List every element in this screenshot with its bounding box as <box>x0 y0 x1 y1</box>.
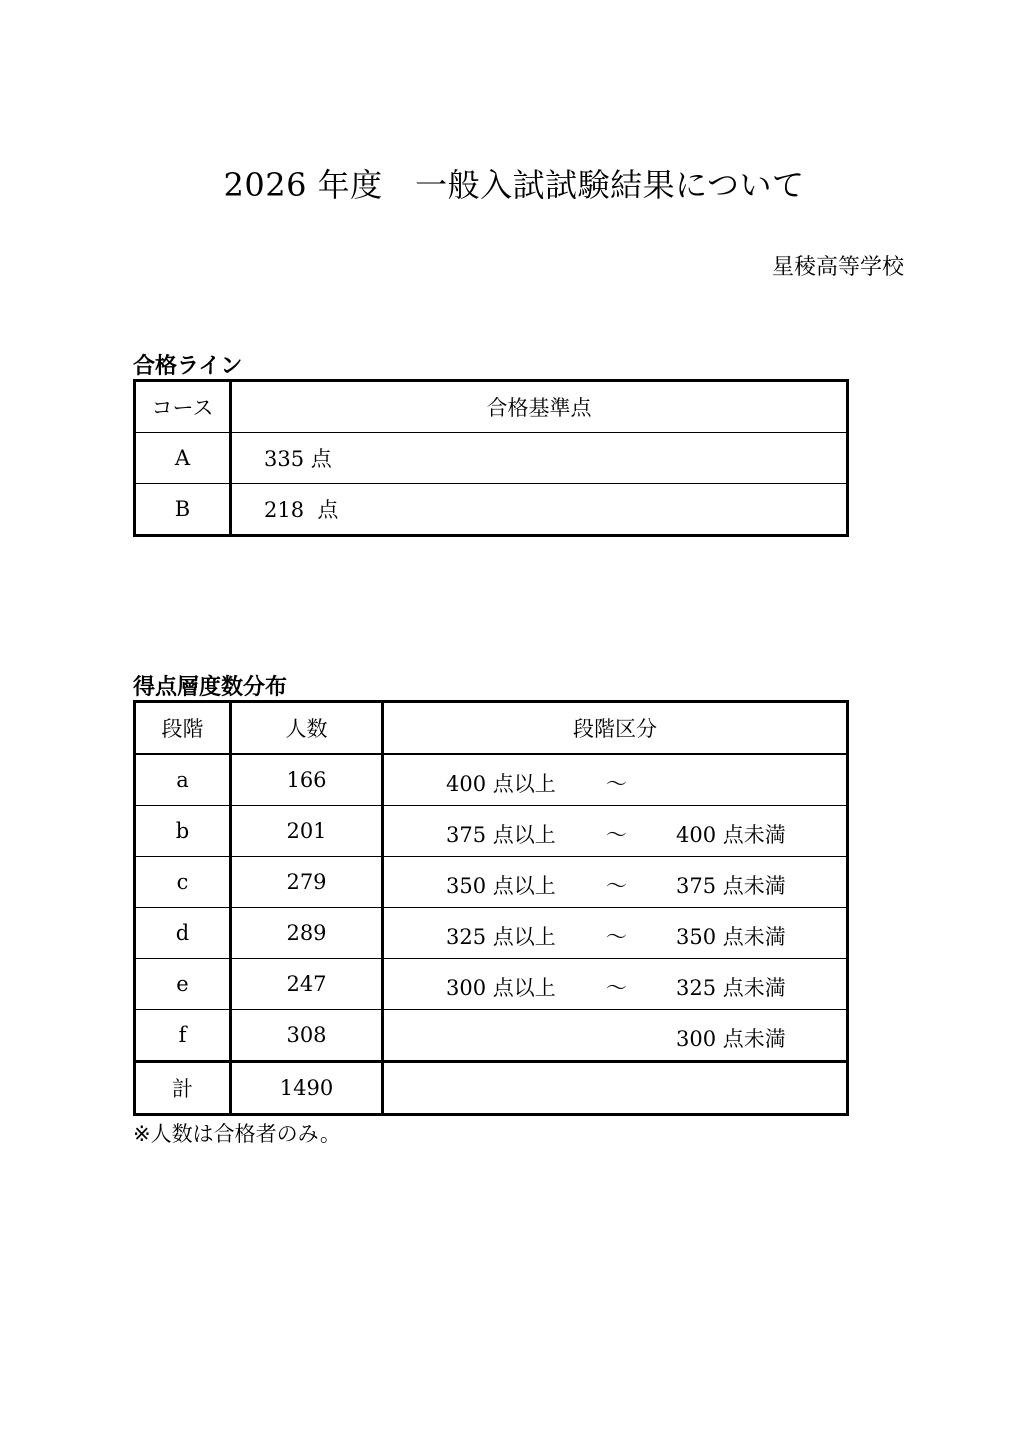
count-cell: 166 <box>231 754 383 806</box>
count-cell: 308 <box>231 1010 383 1062</box>
range-from: 325 点以上 <box>446 925 556 949</box>
range-from: 350 点以上 <box>446 874 556 898</box>
column-header-score: 合格基準点 <box>231 381 848 433</box>
level-cell: c <box>135 857 231 908</box>
range-from: 400 点以上 <box>446 772 556 796</box>
range-to: 400 点未満 <box>676 823 786 847</box>
range-to: 325 点未満 <box>676 976 786 1000</box>
course-cell: A <box>135 433 231 484</box>
range-tilde: ～ <box>606 925 627 949</box>
score-cell: 218 点 <box>231 484 848 536</box>
course-cell: B <box>135 484 231 536</box>
range-tilde: ～ <box>606 823 627 847</box>
range-to: 375 点未満 <box>676 874 786 898</box>
score-cell: 335 点 <box>231 433 848 484</box>
table-row <box>135 806 848 857</box>
table-row <box>135 484 848 536</box>
range-tilde: ～ <box>606 772 627 796</box>
range-from: 375 点以上 <box>446 823 556 847</box>
footnote: ※人数は合格者のみ。 <box>133 1122 341 1146</box>
range-cell <box>383 1010 848 1062</box>
column-header-count: 人数 <box>231 702 383 755</box>
school-name: 星稜高等学校 <box>771 255 904 280</box>
range-cell <box>383 908 848 959</box>
range-tilde: ～ <box>606 976 627 1000</box>
count-cell: 279 <box>231 857 383 908</box>
range-to: 300 点未満 <box>676 1027 786 1051</box>
distribution-heading: 得点層度数分布 <box>133 675 288 700</box>
column-header-level: 段階 <box>135 702 231 755</box>
table-header-row <box>135 381 848 433</box>
table-header-row <box>135 702 848 755</box>
range-cell <box>383 959 848 1010</box>
range-cell <box>383 754 848 806</box>
level-cell: f <box>135 1010 231 1062</box>
table-row <box>135 908 848 959</box>
range-to: 350 点未満 <box>676 925 786 949</box>
table-row <box>135 857 848 908</box>
count-cell: 201 <box>231 806 383 857</box>
range-from: 300 点以上 <box>446 976 556 1000</box>
total-label: 計 <box>135 1062 231 1115</box>
column-header-course: コース <box>135 381 231 433</box>
table-row <box>135 1010 848 1062</box>
table-row <box>135 433 848 484</box>
level-cell: b <box>135 806 231 857</box>
range-cell <box>383 857 848 908</box>
total-count: 1490 <box>231 1062 383 1115</box>
column-header-range: 段階区分 <box>383 702 848 755</box>
range-cell <box>383 806 848 857</box>
table-row <box>135 959 848 1010</box>
distribution-table <box>133 700 849 1116</box>
pass-line-table <box>133 379 849 537</box>
level-cell: a <box>135 754 231 806</box>
level-cell: d <box>135 908 231 959</box>
document-title: 2026 年度 一般入試試験結果について <box>223 166 805 204</box>
range-tilde: ～ <box>606 874 627 898</box>
total-range-empty <box>383 1062 848 1115</box>
count-cell: 289 <box>231 908 383 959</box>
pass-line-heading: 合格ライン <box>133 354 243 379</box>
table-row <box>135 754 848 806</box>
count-cell: 247 <box>231 959 383 1010</box>
total-row <box>135 1062 848 1115</box>
level-cell: e <box>135 959 231 1010</box>
